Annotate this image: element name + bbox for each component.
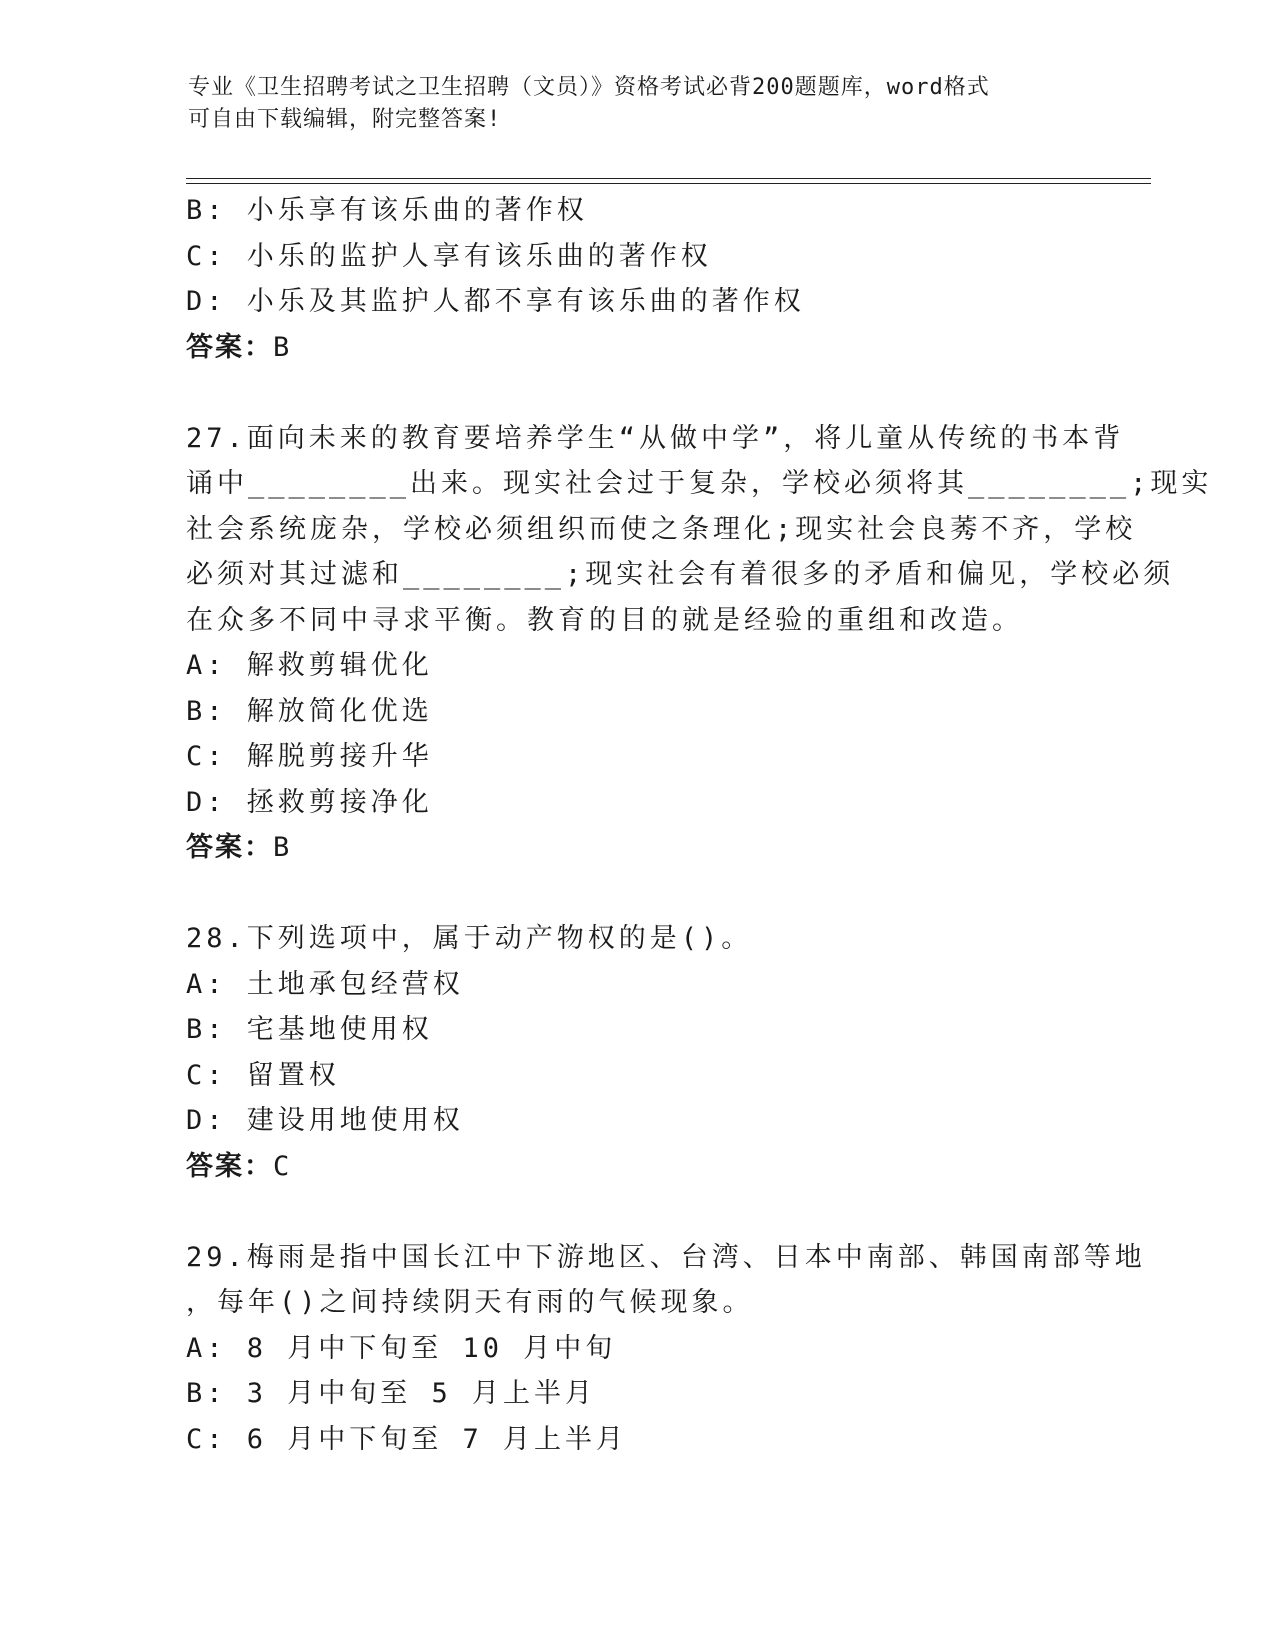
option-d: D: 建设用地使用权 xyxy=(186,1105,464,1136)
header-rule-top xyxy=(186,178,1151,179)
answer-line xyxy=(186,325,1106,371)
option-d: D: 拯救剪接净化 xyxy=(186,786,433,818)
question-28 xyxy=(186,916,1106,1189)
option-a: A: 土地承包经营权 xyxy=(186,968,464,1000)
header-line-1: 专业《卫生招聘考试之卫生招聘（文员）》资格考试必背200题题库，word格式 xyxy=(188,75,990,100)
question-stem-line: 诵中________出来。现实社会过于复杂，学校必须将其________;现实 xyxy=(186,468,1213,499)
answer-line xyxy=(186,1144,1106,1190)
option-c: C: 留置权 xyxy=(186,1059,340,1091)
answer-line xyxy=(186,825,1106,871)
option-a: A: 8 月中下旬至 10 月中旬 xyxy=(186,1332,617,1364)
option-d: D: 小乐及其监护人都不享有该乐曲的著作权 xyxy=(186,286,805,317)
answer-label: 答案： xyxy=(186,331,273,363)
question-stem-line: 27.面向未来的教育要培养学生“从做中学”，将儿童从传统的书本背 xyxy=(186,422,1125,454)
question-stem-line: 在众多不同中寻求平衡。教育的目的就是经验的重组和改造。 xyxy=(186,604,1023,636)
header-line-2: 可自由下载编辑，附完整答案! xyxy=(188,107,502,132)
answer-label: 答案： xyxy=(186,1150,273,1182)
option-c: C: 小乐的监护人享有该乐曲的著作权 xyxy=(186,240,712,272)
question-stem-line: ，每年()之间持续阴天有雨的气候现象。 xyxy=(186,1287,754,1318)
document-header xyxy=(188,72,1088,136)
option-a: A: 解救剪辑优化 xyxy=(186,650,433,681)
option-b: B: 3 月中旬至 5 月上半月 xyxy=(186,1378,597,1409)
answer-label: 答案： xyxy=(186,832,273,863)
question-stem-line: 社会系统庞杂，学校必须组织而使之条理化;现实社会良莠不齐，学校 xyxy=(186,513,1137,545)
option-b: B: 小乐享有该乐曲的著作权 xyxy=(186,195,588,226)
answer-value: B xyxy=(273,331,291,363)
answer-value: C xyxy=(273,1150,291,1182)
option-c: C: 6 月中下旬至 7 月上半月 xyxy=(186,1423,628,1455)
question-stem-line: 29.梅雨是指中国长江中下游地区、台湾、日本中南部、韩国南部等地 xyxy=(186,1241,1146,1273)
question-stem-line: 28.下列选项中，属于动产物权的是()。 xyxy=(186,923,753,954)
question-26-tail xyxy=(186,188,1106,370)
question-27 xyxy=(186,416,1213,871)
question-29 xyxy=(186,1235,1146,1463)
option-b: B: 宅基地使用权 xyxy=(186,1014,433,1045)
header-rule-bottom xyxy=(186,183,1151,184)
option-b: B: 解放简化优选 xyxy=(186,695,433,727)
question-stem-line: 必须对其过滤和________;现实社会有着很多的矛盾和偏见，学校必须 xyxy=(186,559,1175,590)
answer-value: B xyxy=(273,832,291,863)
option-c: C: 解脱剪接升华 xyxy=(186,741,433,772)
question-list xyxy=(186,188,1213,1462)
